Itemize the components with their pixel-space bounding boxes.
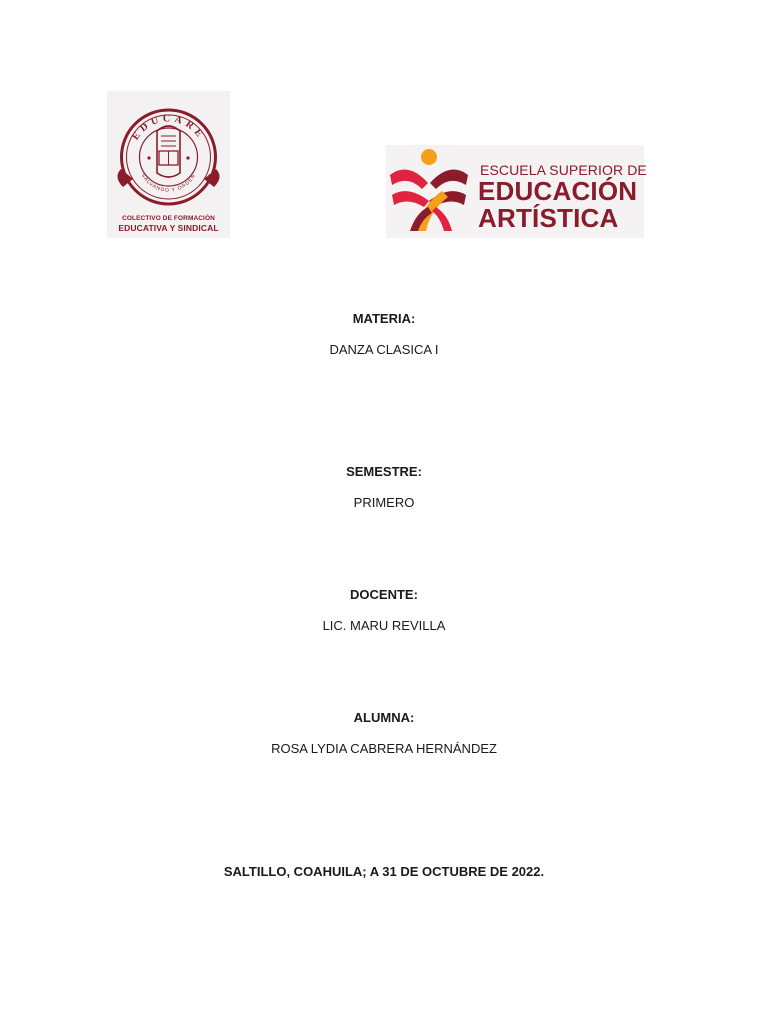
materia-value: DANZA CLASICA I — [329, 342, 439, 357]
seal-arc-text: EDUCARE — [130, 113, 207, 143]
semestre-value: PRIMERO — [353, 495, 415, 510]
esea-logo-line3: ARTÍSTICA — [478, 203, 619, 233]
svg-text:SALVANDO Y ORDEN — [140, 173, 198, 194]
materia-label: MATERIA: — [352, 311, 416, 326]
educare-logo — [107, 91, 230, 238]
esea-logo-line1: ESCUELA SUPERIOR DE — [480, 162, 647, 178]
place-date-footer: SALTILLO, COAHUILA; A 31 DE OCTUBRE DE 2022. — [223, 864, 545, 879]
alumna-label: ALUMNA: — [353, 710, 415, 725]
dancers-mark-icon — [386, 145, 476, 238]
educare-caption-line1: COLECTIVO DE FORMACIÓN — [122, 215, 215, 222]
docente-label: DOCENTE: — [350, 587, 418, 602]
educare-seal-icon — [107, 91, 230, 215]
seal-motto-text: SALVANDO Y ORDEN — [139, 172, 198, 194]
esea-logo-line2: EDUCACIÓN — [478, 176, 638, 206]
educare-caption-line2: EDUCATIVA Y SINDICAL — [118, 223, 219, 233]
docente-value: LIC. MARU REVILLA — [322, 618, 446, 633]
esea-logo — [386, 145, 647, 238]
semestre-label: SEMESTRE: — [346, 464, 422, 479]
alumna-value: ROSA LYDIA CABRERA HERNÁNDEZ — [271, 741, 497, 756]
